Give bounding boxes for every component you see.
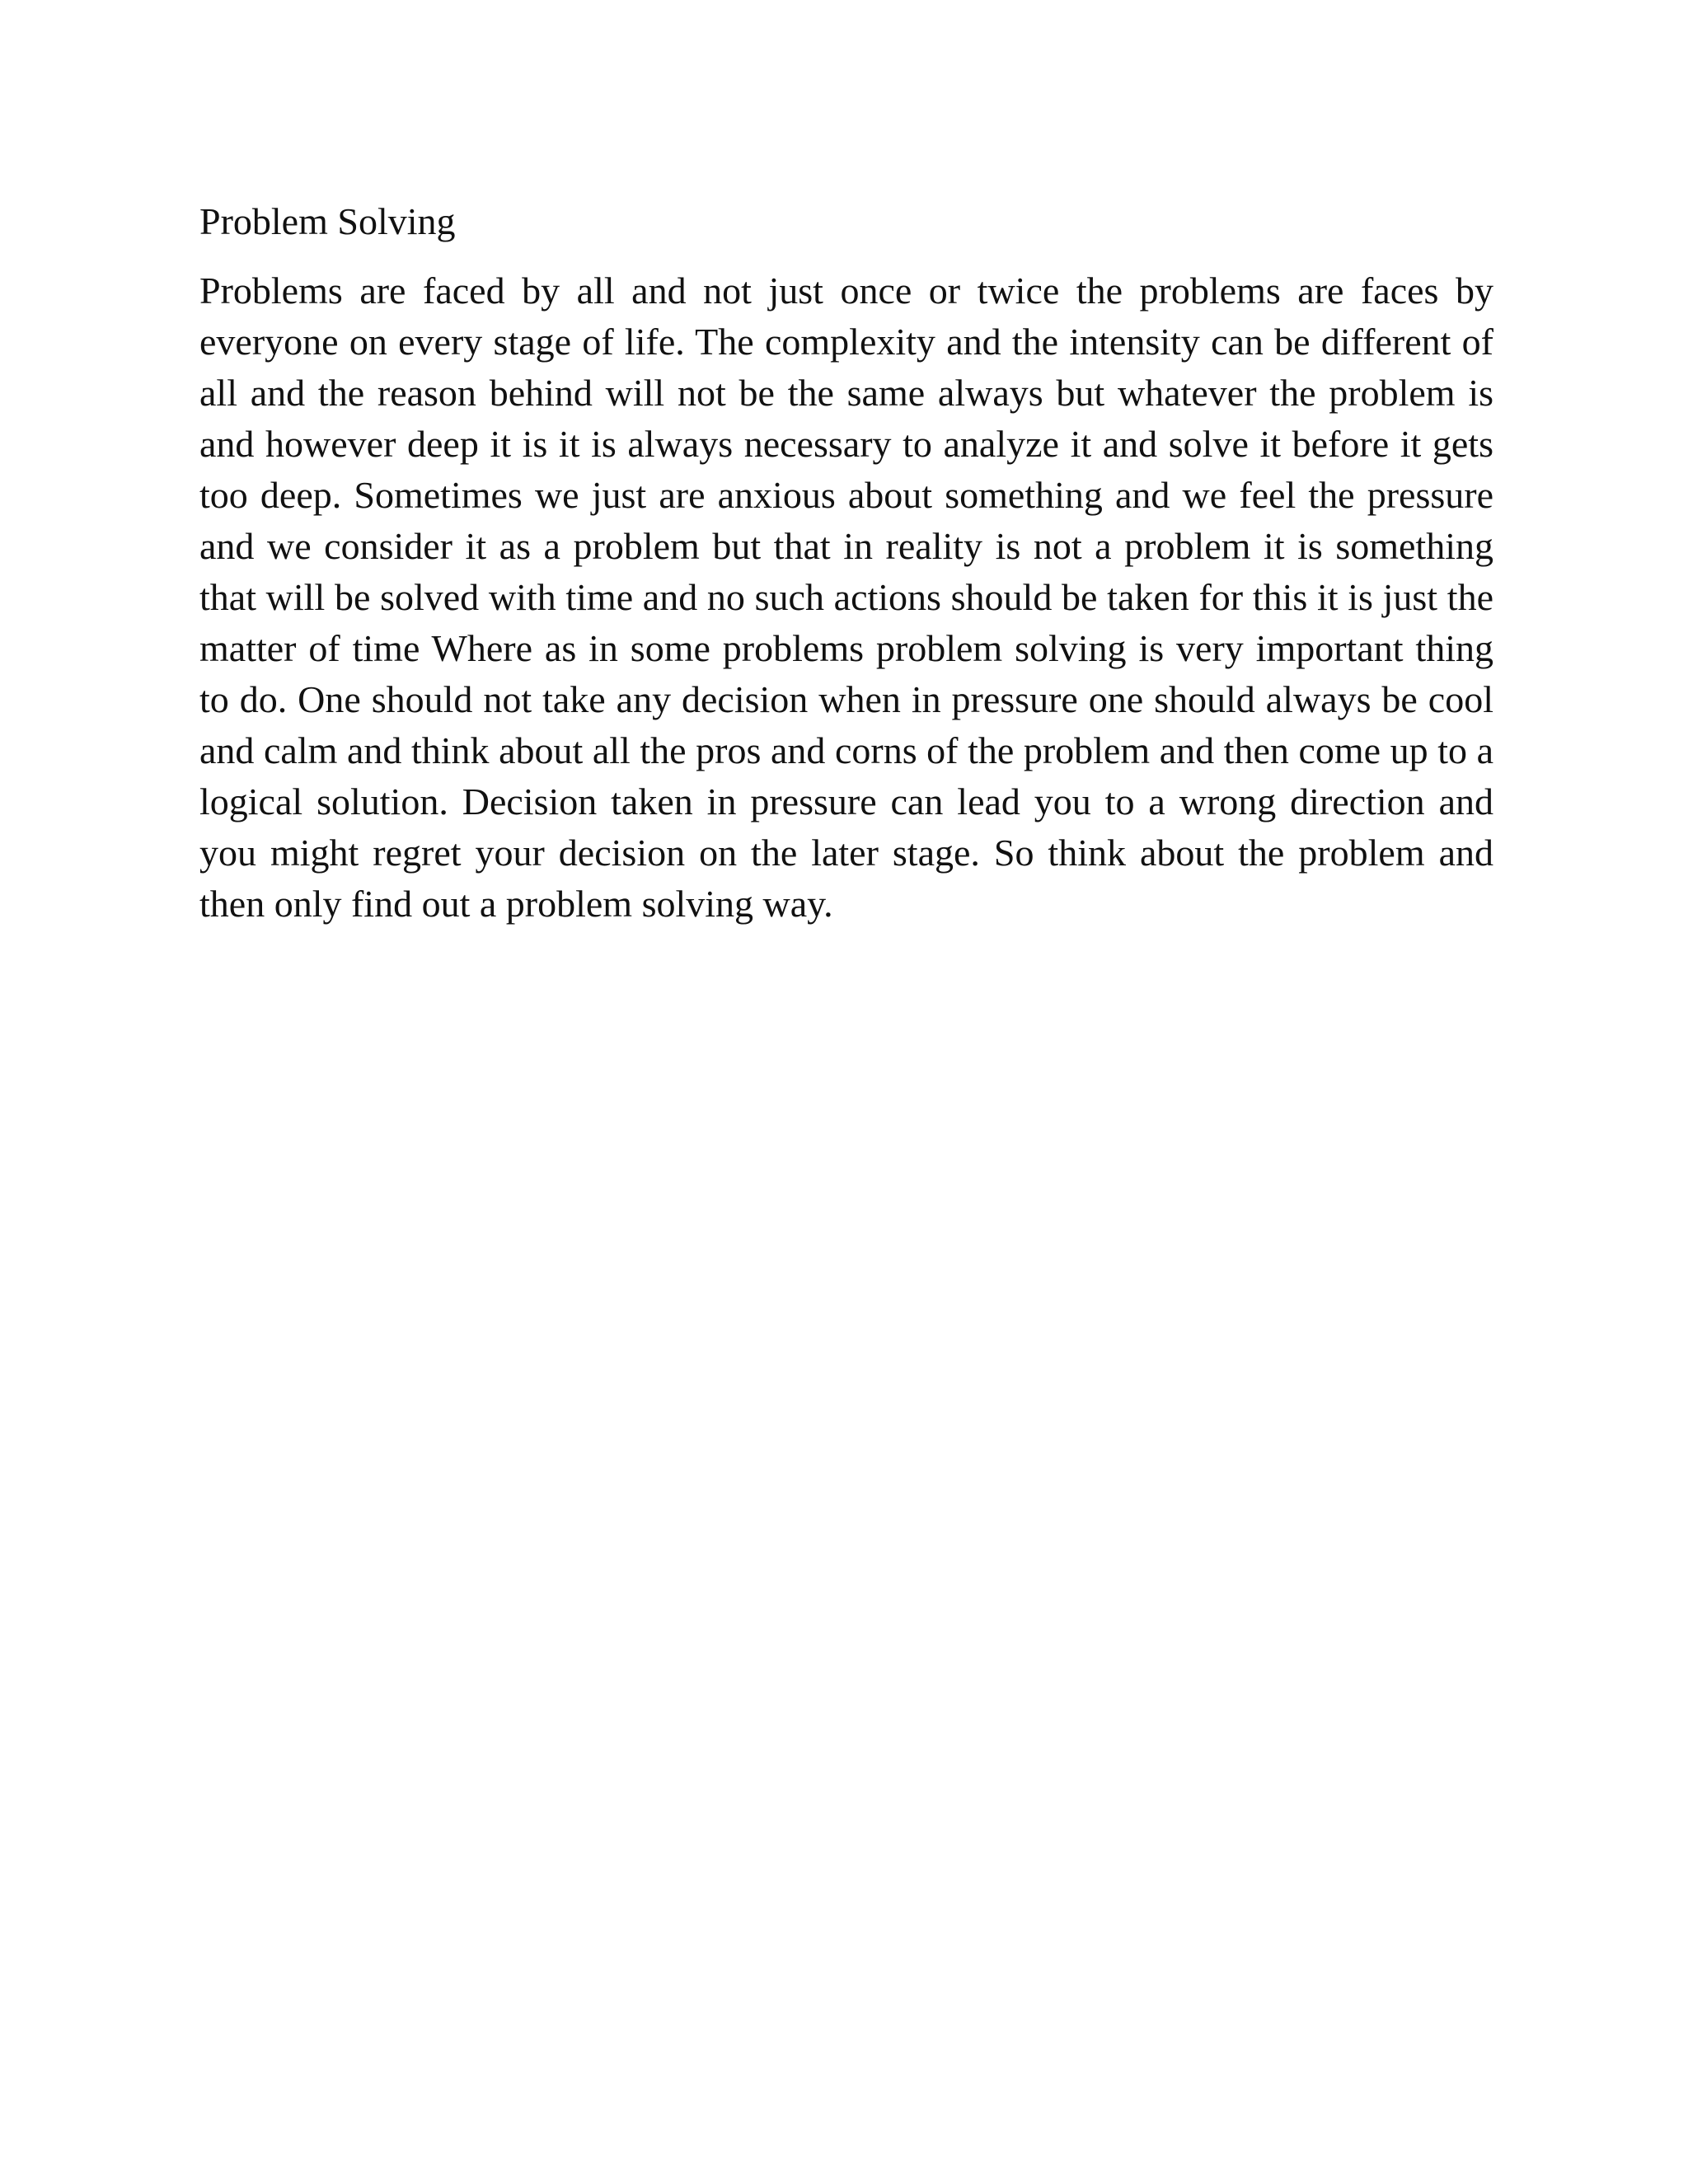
document-paragraph: Problems are faced by all and not just once or twice the problems are faces by everyone on every stage of life. The complexity and the intensity can be different of all and the reason behind will not be the same always but whatever the problem is and however deep it is it is always necessary to analyze it and solve it before it gets too deep. Sometimes we just are anxious about something and we feel the pressure and we consider it as a problem but that in reality is not a problem it is something that will be solved with time and no such actions should be taken for this it is just the matter of time Where as in some problems problem solving is very important thing to do. One should not take any decision when in pressure one should always be cool and calm and think about all the pros and corns of the problem and then come up to a logical solution. Decision taken in pressure can lead you to a wrong direction and you might regret your decision on the later stage. So think about the problem and then only find out a problem solving way. — [199, 269, 1493, 925]
document-body — [199, 196, 1493, 930]
document-title: Problem Solving — [199, 200, 456, 242]
